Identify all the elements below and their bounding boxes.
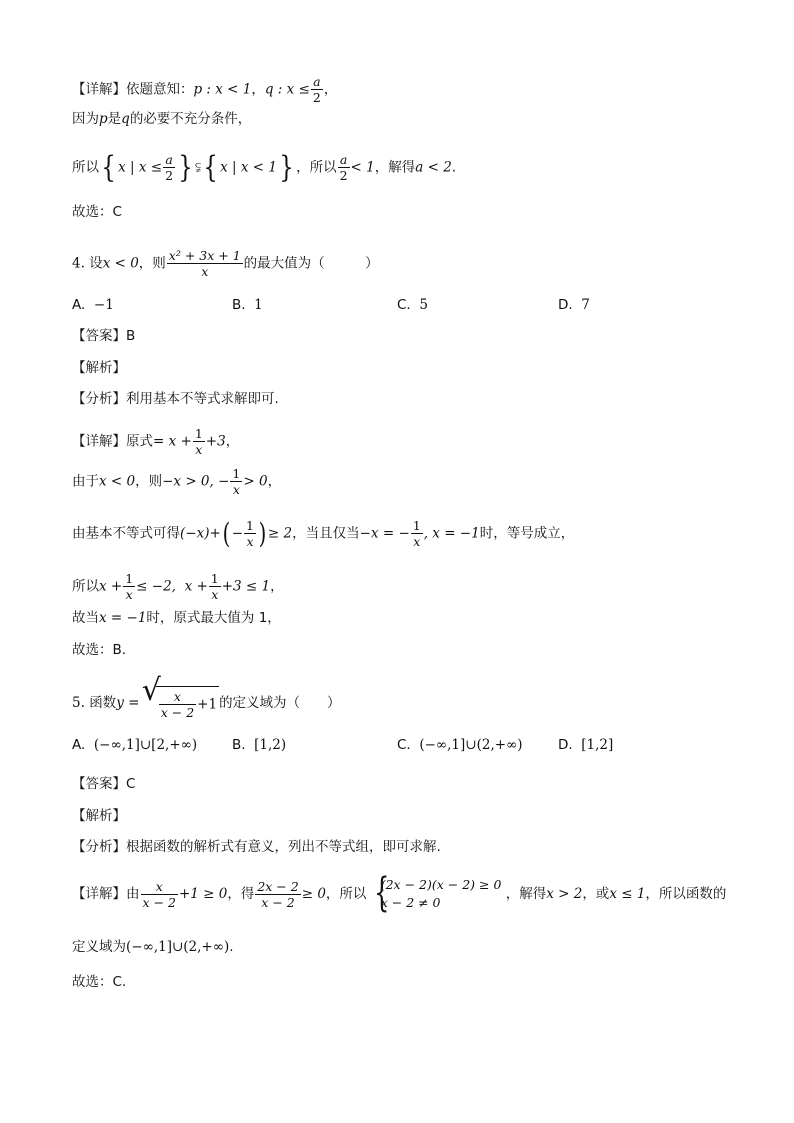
fraction-a-over-2: $\frac{a}{2}$ (312, 74, 321, 105)
option-a: A. (−∞,1]∪[2,+∞) (72, 737, 198, 753)
conclusion-3: 故选：C (72, 204, 122, 220)
analysis-header-5: 【解析】 (72, 808, 126, 824)
option-a: A. −1 (72, 297, 114, 313)
q4-detail-line-5: 故当x = −1时，原式最大值为 1， (72, 610, 281, 626)
answer-5: 【答案】C (72, 776, 136, 792)
question-4-options (72, 297, 732, 317)
option-d: D. [1,2] (558, 737, 614, 753)
option-d: D. 7 (558, 297, 590, 313)
proper-subset-symbol: ⫋ (195, 159, 202, 176)
q4-detail-line-2: 由于x < 0，则−x > 0, − $\frac{1}{x}$ > 0， (72, 466, 282, 497)
detail-line-1: 【详解】依题意知：p : x < 1，q : x ≤ $\frac{a}{2}$ ， (72, 74, 338, 105)
analysis-header-4: 【解析】 (72, 360, 126, 376)
question-4-stem: 4. 设x < 0，则 $\frac{\text{x² + 3x + 1}}{x}$ 的最大值为（ ） (72, 248, 379, 279)
option-b: B. [1,2) (232, 737, 287, 753)
detail-line-3: 所以{ x | x ≤ $\frac{a}{2}$ } ⫋{ x | x < 1} ，所以 $\frac{a}{2}$ < 1，解得a < 2. (72, 149, 457, 185)
analysis-5: 【分析】根据函数的解析式有意义，列出不等式组，即可求解. (72, 839, 441, 855)
analysis-4: 【分析】利用基本不等式求解即可. (72, 391, 279, 407)
q5-detail-line-1: 【详解】由 $\frac{x}{x - 2}$ +1 ≥ 0，得 $\frac{2x - 2}{x - 2}$ ≥ 0，所以 { (2x − 2)(x − 2) ≥ 0 x − 2 ≠ 0 ，解得x > 2，或x ≤ 1，所以函数的 (72, 870, 727, 916)
inequality-system: { (2x − 2)(x − 2) ≥ 0 x − 2 ≠ 0 (373, 870, 502, 916)
detail-line-2: 因为p是q的必要不充分条件， (72, 111, 252, 127)
question-5-options (72, 737, 732, 757)
detail-label: 【详解】 (72, 81, 126, 98)
q4-detail-line-1: 【详解】原式= x + $\frac{1}{x}$ +3， (72, 426, 240, 457)
conclusion-5: 故选：C. (72, 974, 127, 990)
option-c: C. (−∞,1]∪(2,+∞) (397, 737, 523, 753)
option-c: C. 5 (397, 297, 428, 313)
answer-4: 【答案】B (72, 328, 136, 344)
question-5-stem: 5. 函数y = √ $\frac{x}{x - 2}$ +1 的定义域为（ ） (72, 686, 341, 720)
fraction-expression: $\frac{\text{x² + 3x + 1}}{x}$ (168, 248, 241, 279)
question-number: 4. (72, 255, 85, 272)
q4-detail-line-3: 由基本不等式可得(−x)+( − $\frac{1}{x}$ ) ≥ 2，当且仅当−x = − $\frac{1}{x}$ , x = −1时，等号成立， (72, 516, 575, 550)
option-b: B. 1 (232, 297, 263, 313)
q5-detail-line-2: 定义域为(−∞,1]∪(2,+∞). (72, 939, 234, 955)
q4-detail-line-4: 所以x + $\frac{1}{x}$ ≤ −2, x + $\frac{1}{x}$ +3 ≤ 1， (72, 571, 284, 602)
square-root: √ $\frac{x}{x - 2}$ +1 (144, 686, 219, 720)
conclusion-4: 故选：B. (72, 642, 127, 658)
